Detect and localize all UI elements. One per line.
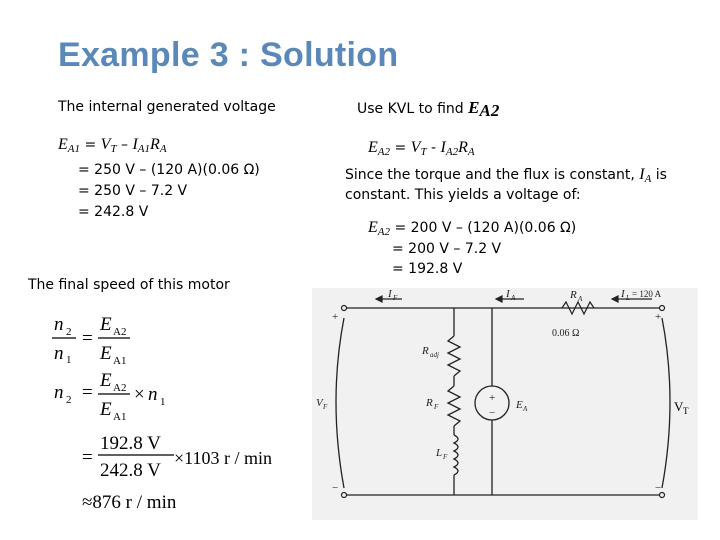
- torque-note-line-1: [345, 166, 667, 185]
- vf-label-sub: F: [323, 403, 328, 411]
- ea1-sub: A1: [113, 411, 127, 423]
- radj-label-sub: adj: [430, 351, 439, 359]
- ea1-subscript: A1: [67, 143, 81, 155]
- equals-sign: =: [80, 137, 101, 153]
- n2-sub: 2: [66, 326, 72, 338]
- ia-label-sub: A: [511, 294, 516, 302]
- radj-label: R: [422, 345, 429, 357]
- vt-minus-sign: −: [655, 482, 662, 494]
- dc-motor-circuit: [312, 288, 698, 520]
- vt-label-sub: T: [683, 406, 689, 416]
- vf-plus-sign: +: [332, 311, 339, 323]
- kvl-heading-var-sub: A2: [479, 101, 500, 120]
- n1-sub: 1: [66, 354, 72, 366]
- ea2-subscript: A2: [377, 146, 391, 158]
- ea-minus-sign: −: [489, 407, 496, 419]
- ea1-calc-line-1: = 250 V – (120 A)(0.06 Ω): [78, 162, 260, 178]
- ia2-symbol: I: [440, 139, 446, 156]
- slide-title: Example 3 : Solution: [58, 36, 399, 74]
- ea2-calc-subscript: A2: [377, 226, 391, 238]
- equals-sign: =: [390, 140, 411, 156]
- vf-label: V: [316, 397, 323, 409]
- vt-subscript: T: [420, 146, 427, 158]
- ea1-symbol: E: [100, 399, 112, 420]
- kvl-heading-text: Use KVL to find: [357, 101, 469, 117]
- ea2-symbol: E: [100, 370, 112, 391]
- n1-symbol: n: [148, 384, 158, 405]
- terminal-node: [342, 306, 347, 311]
- ia-symbol: I: [132, 136, 138, 153]
- ea2-symbol: E: [100, 314, 112, 335]
- ea-plus-sign: +: [489, 392, 496, 404]
- n2-symbol: n: [54, 314, 64, 335]
- rf-label: R: [426, 397, 433, 409]
- minus-sign: -: [426, 140, 441, 156]
- ea-label-sub: A: [523, 405, 528, 413]
- torque-note-text: Since the torque and the flux is constant,: [345, 167, 640, 183]
- multiplier-value: ×1103 r / min: [174, 448, 272, 468]
- il-label: I: [621, 288, 625, 300]
- times-sign: ×: [134, 384, 145, 405]
- ra-symbol: R: [150, 136, 160, 153]
- vt-plus-sign: +: [655, 311, 662, 323]
- n1-symbol: n: [54, 343, 64, 364]
- result-speed: ≈876 r / min: [82, 492, 177, 513]
- ea2-calc-line-1: [368, 219, 576, 238]
- ea2-calc-line-2: = 200 V – 7.2 V: [392, 241, 502, 257]
- equals-sign: =: [82, 447, 93, 468]
- terminal-node: [660, 306, 665, 311]
- ea1-calc-line-3: = 242.8 V: [78, 204, 149, 220]
- ea2-sub: A2: [113, 382, 127, 394]
- ra-label-sub: A: [578, 295, 583, 303]
- ea2-calc-text: = 200 V – (120 A)(0.06 Ω): [390, 220, 577, 236]
- ra-label: R: [570, 289, 577, 301]
- vt-subscript: T: [110, 143, 117, 155]
- ia-subscript: A1: [137, 143, 151, 155]
- ea1-calc-line-2: = 250 V – 7.2 V: [78, 183, 188, 199]
- kvl-heading-var: E: [468, 98, 480, 117]
- rf-label-sub: F: [434, 403, 439, 411]
- torque-note-text-end: is: [651, 167, 667, 183]
- vt-label: V: [674, 399, 684, 414]
- ea2-equation: [368, 139, 475, 158]
- ea1-symbol: E: [58, 136, 68, 153]
- ea2-calc-symbol: E: [368, 219, 378, 236]
- internal-voltage-heading: The internal generated voltage: [58, 99, 276, 115]
- n1-sub: 1: [160, 396, 166, 408]
- ea2-sub: A2: [113, 326, 127, 338]
- ra-subscript: A: [159, 143, 167, 155]
- ia2-subscript: A2: [445, 146, 459, 158]
- minus-sign: –: [116, 137, 133, 153]
- lf-label-sub: F: [443, 453, 448, 461]
- final-speed-heading: The final speed of this motor: [28, 277, 230, 293]
- ia-var-sub: A: [644, 173, 652, 185]
- ea2-symbol: E: [368, 139, 378, 156]
- ea1-symbol: E: [100, 343, 112, 364]
- torque-note-line-2: constant. This yields a voltage of:: [345, 187, 581, 203]
- n2-sub: 2: [66, 394, 72, 406]
- equals-sign: =: [82, 328, 93, 349]
- il-value: = 120 A: [632, 289, 662, 299]
- ra-symbol: R: [458, 139, 468, 156]
- il-label-sub: L: [626, 294, 630, 302]
- equals-sign: =: [82, 382, 93, 403]
- vt-symbol: V: [410, 139, 421, 156]
- if-label: I: [388, 288, 392, 300]
- numerator-value: 192.8 V: [100, 433, 161, 454]
- kvl-heading: [357, 98, 499, 121]
- ra-subscript: A: [467, 146, 475, 158]
- terminal-node: [342, 493, 347, 498]
- ea-label: E: [516, 399, 523, 411]
- lf-label: L: [436, 447, 443, 459]
- ea1-sub: A1: [113, 355, 127, 367]
- vt-symbol: V: [100, 136, 111, 153]
- speed-ratio-formulas: [48, 308, 293, 523]
- ia-var: I: [639, 166, 645, 183]
- vf-minus-sign: −: [332, 482, 339, 494]
- ea1-equation: [58, 136, 167, 155]
- ea2-calc-line-3: = 192.8 V: [392, 261, 463, 277]
- if-label-sub: F: [393, 294, 398, 302]
- denominator-value: 242.8 V: [100, 460, 161, 481]
- ia-label: I: [506, 288, 510, 300]
- n2-symbol: n: [54, 382, 64, 403]
- ra-value: 0.06 Ω: [552, 328, 580, 339]
- circuit-background: [312, 288, 698, 520]
